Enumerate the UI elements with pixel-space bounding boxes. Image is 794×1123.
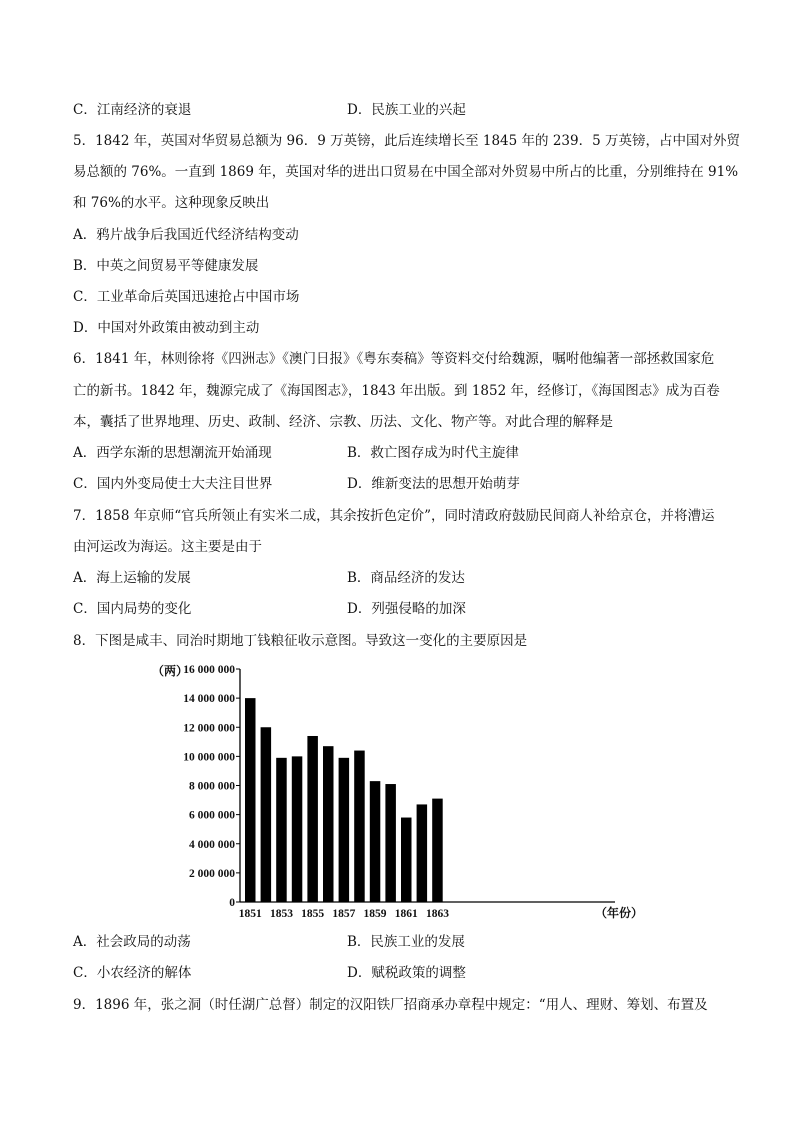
y-tick-label: 12 000 000	[183, 722, 235, 735]
y-tick-label: 6 000 000	[189, 809, 235, 822]
q8-option-d: D．赋税政策的调整	[347, 965, 466, 981]
q6-option-c: C．国内外变局使士大夫注目世界	[73, 476, 273, 492]
q5-stem-line: 和 76%的水平。这种现象反映出	[73, 195, 270, 211]
y-tick-label: 4 000 000	[189, 838, 235, 851]
x-tick-label: 1853	[269, 908, 293, 920]
bar	[276, 758, 287, 902]
q7-option-b: B．商品经济的发达	[347, 570, 465, 586]
q7-stem-line: 7．1858 年京师“官兵所领止有实米二成，其余按折色定价”，同时清政府鼓励民间商人补给京仓，并将漕运	[73, 508, 715, 524]
option-c: C．江南经济的衰退	[73, 102, 192, 118]
y-axis-ticks	[183, 664, 240, 909]
x-tick-label: 1859	[363, 908, 387, 920]
q7-option-a: A．海上运输的发展	[73, 570, 191, 586]
q5-option-b: B．中英之间贸易平等健康发展	[73, 258, 259, 274]
bar	[432, 799, 443, 902]
bar	[292, 756, 303, 902]
q6-option-a: A．西学东渐的思想潮流开始涌现	[73, 445, 272, 461]
q8-option-c: C．小农经济的解体	[73, 965, 192, 981]
bar	[323, 746, 334, 902]
bar	[261, 727, 272, 902]
q7-option-c: C．国内局势的变化	[73, 601, 192, 617]
q5-stem-line: 易总额的 76%。一直到 1869 年，英国对华的进出口贸易在中国全部对外贸易中所占的比重，分别维持在 91%	[73, 164, 739, 180]
y-tick-label: 8 000 000	[189, 780, 235, 793]
bar	[370, 781, 381, 902]
x-axis-ticks	[239, 908, 449, 920]
y-axis-label: （两）	[152, 664, 189, 678]
y-tick-label: 10 000 000	[183, 751, 235, 764]
bar	[417, 804, 428, 902]
land-tax-bar-chart	[150, 660, 650, 925]
option-d: D．民族工业的兴起	[347, 102, 466, 118]
x-tick-label: 1851	[238, 908, 262, 920]
y-tick-label: 2 000 000	[189, 867, 235, 880]
q5-option-c: C．工业革命后英国迅速抢占中国市场	[73, 289, 300, 305]
q7-stem-line: 由河运改为海运。这主要是由于	[73, 539, 262, 555]
q5-option-d: D．中国对外政策由被动到主动	[73, 320, 260, 336]
q9-stem: 9．1896 年，张之洞（时任湖广总督）制定的汉阳铁厂招商承办章程中规定：“用人、理财、筹划、布置及	[73, 997, 708, 1013]
q8-stem: 8．下图是咸丰、同治时期地丁钱粮征收示意图。导致这一变化的主要原因是	[73, 633, 528, 649]
q8-option-a: A．社会政局的动荡	[73, 934, 191, 950]
x-tick-label: 1863	[425, 908, 449, 920]
x-tick-label: 1855	[301, 908, 325, 920]
x-tick-label: 1857	[332, 908, 356, 920]
y-tick-label: 14 000 000	[183, 693, 235, 706]
bar-series	[245, 698, 443, 902]
x-axis-label: （年份）	[595, 906, 644, 920]
bar	[354, 751, 365, 902]
y-tick-label: 0	[229, 897, 235, 909]
bar	[401, 818, 412, 902]
q5-option-a: A．鸦片战争后我国近代经济结构变动	[73, 227, 299, 243]
q8-option-b: B．民族工业的发展	[347, 934, 465, 950]
y-tick-label: 16 000 000	[183, 664, 235, 676]
bar	[307, 736, 318, 902]
q5-stem-line: 5．1842 年，英国对华贸易总额为 96．9 万英镑，此后连续增长至 1845 年的 239．5 万英镑，占中国对外贸	[73, 133, 740, 149]
q6-option-d: D．维新变法的思想开始萌芽	[347, 476, 520, 492]
q6-stem-line: 本，囊括了世界地理、历史、政制、经济、宗教、历法、文化、物产等。对此合理的解释是	[73, 414, 613, 430]
bar	[245, 698, 256, 902]
q6-stem-line: 亡的新书。1842 年，魏源完成了《海国图志》，1843 年出版。到 1852 年，经修订，《海国图志》成为百卷	[73, 383, 720, 399]
bar	[385, 784, 396, 902]
x-tick-label: 1861	[394, 908, 418, 920]
q6-option-b: B．救亡图存成为时代主旋律	[347, 445, 519, 461]
q7-option-d: D．列强侵略的加深	[347, 601, 466, 617]
bar	[339, 758, 350, 902]
q6-stem-line: 6．1841 年，林则徐将《四洲志》《澳门日报》《粤东奏稿》等资料交付给魏源，嘱咐他编著一部拯救国家危	[73, 351, 715, 367]
